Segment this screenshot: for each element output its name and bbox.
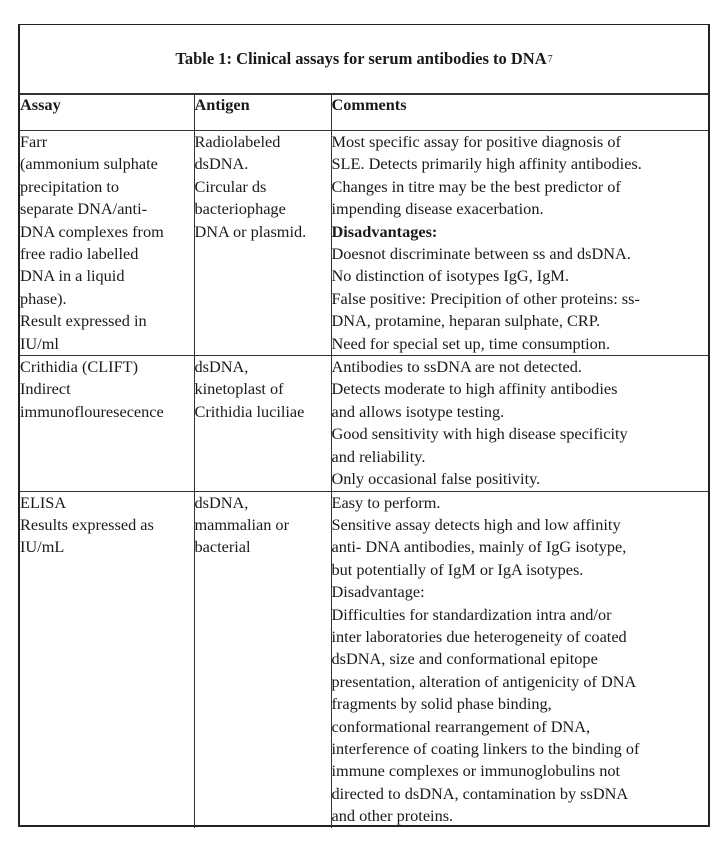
comments-line: Doesnot discriminate between ss and dsDNA. [331,244,631,264]
header-assay: Assay [20,93,194,131]
antigen-cell [194,491,331,828]
comments-line: dsDNA, size and conformational epitope [331,649,598,669]
comments-line: Need for special set up, time consumption. [331,333,611,353]
comments-line: DNA, protamine, heparan sulphate, CRP. [331,311,601,331]
assay-cell [20,356,194,491]
comments-line: Antibodies to ssDNA are not detected. [331,357,582,377]
comments-line: Detects moderate to high affinity antibodies [331,379,618,399]
comments-line: and reliability. [331,446,426,466]
comments-line: Only occasional false positivity. [331,469,541,489]
comments-line: interference of coating linkers to the binding of [331,738,640,758]
footnote-ref: 7 [547,53,553,65]
header-antigen: Antigen [194,93,331,131]
assay-line: IU/mL [20,537,65,557]
antigen-line: bacterial [194,537,251,557]
comments-line: presentation, alteration of antigenicity of DNA [331,671,637,691]
comments-line: Sensitive assay detects high and low affinity [331,514,621,534]
assay-line: ELISA [20,492,67,512]
antigen-line: kinetoplast of [194,379,284,399]
assay-line: Results expressed as [20,514,154,534]
antigen-cell [194,131,331,356]
comments-cell [331,356,708,491]
antigen-line: dsDNA, [194,492,249,512]
assay-line: separate DNA/anti- [20,199,148,219]
comments-line: Difficulties for standardization intra and/or [331,604,612,624]
comments-line: directed to dsDNA, contamination by ssDNA [331,783,629,803]
assays-table [20,93,708,828]
assay-line: Indirect [20,379,71,399]
comments-line: and other proteins. [331,806,454,826]
comments-line: inter laboratories due heterogeneity of coated [331,626,627,646]
assay-line: DNA in a liquid [20,266,125,286]
antigen-line: Circular ds [194,176,267,196]
table-title: Table 1: Clinical assays for serum antibodies to DNA [175,49,547,68]
assay-line: Crithidia (CLIFT) [20,357,139,377]
comments-line: False positive: Precipition of other proteins: ss- [331,288,640,308]
assay-line: IU/ml [20,333,59,353]
comments-cell [331,491,708,828]
table-row [20,491,708,828]
comments-line: conformational rearrangement of DNA, [331,716,591,736]
comments-line: immune complexes or immunoglobulins not [331,761,621,781]
assay-line: Farr [20,132,48,151]
antigen-line: bacteriophage [194,199,286,219]
comments-line: but potentially of IgM or IgA isotypes. [331,559,584,579]
assay-line: (ammonium sulphate [20,154,158,174]
assay-cell [20,491,194,828]
antigen-line: Radiolabeled [194,132,281,151]
table-row [20,356,708,491]
antigen-line: mammalian or [194,514,289,534]
assay-line: free radio labelled [20,244,139,264]
comments-line: Disadvantage: [331,582,425,602]
assay-line: precipitation to [20,176,120,196]
table-frame [18,24,710,827]
comments-line: Good sensitivity with high disease specificity [331,424,628,444]
header-comments: Comments [331,93,708,131]
comments-line: fragments by solid phase binding, [331,694,552,714]
comments-line: Disadvantages: [331,221,438,241]
antigen-line: DNA or plasmid. [194,221,307,241]
comments-line: Changes in titre may be the best predictor of [331,176,621,196]
comments-line: Easy to perform. [331,492,441,512]
assay-cell [20,131,194,356]
assay-line: phase). [20,288,67,308]
antigen-line: dsDNA. [194,154,249,174]
assay-line: DNA complexes from [20,221,164,241]
antigen-line: Crithidia luciliae [194,401,305,421]
comments-line: impending disease exacerbation. [331,199,544,219]
header-row [20,93,708,131]
comments-line: and allows isotype testing. [331,401,505,421]
comments-cell [331,131,708,356]
assay-line: Result expressed in [20,311,147,331]
table-caption [20,25,708,95]
comments-line: anti- DNA antibodies, mainly of IgG isotype, [331,537,627,557]
antigen-cell [194,356,331,491]
comments-line: SLE. Detects primarily high affinity antibodies. [331,154,642,174]
comments-line: Most specific assay for positive diagnosis of [331,132,621,151]
assay-line: immunoflouresecence [20,401,164,421]
antigen-line: dsDNA, [194,357,249,377]
table-row [20,131,708,356]
comments-line: No distinction of isotypes IgG, IgM. [331,266,569,286]
